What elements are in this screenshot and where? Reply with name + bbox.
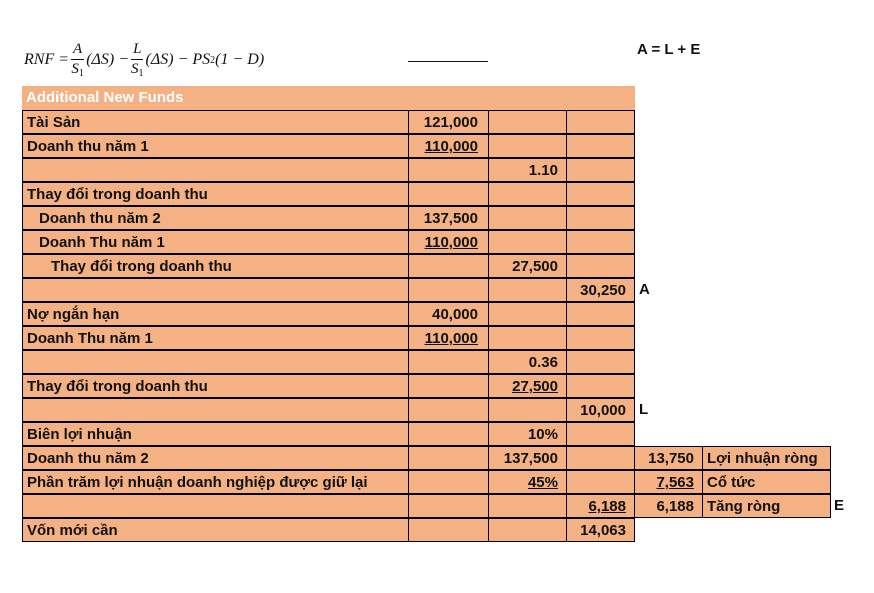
value-cell-c3: [566, 230, 635, 254]
row-label: Doanh thu năm 2: [22, 206, 409, 230]
row-label: Phần trăm lợi nhuận doanh nghiệp được giữ lại: [22, 470, 409, 494]
fraction-numerator-a: A: [71, 42, 84, 60]
value-cell-c3: 14,063: [566, 518, 635, 542]
value-cell-c2: 10%: [488, 422, 567, 446]
value-cell-c1: [408, 494, 489, 518]
value-cell-c2: [488, 182, 567, 206]
value-cell-c1: 110,000: [408, 326, 489, 350]
formula-delta-s-1: (ΔS) −: [86, 51, 130, 68]
row-label: [22, 494, 409, 518]
value-cell-c2: 45%: [488, 470, 567, 494]
value-cell-c2: [488, 278, 567, 302]
description-cell: Lợi nhuận ròng: [702, 446, 831, 470]
value-cell-c3: [566, 134, 635, 158]
side-marker: E: [834, 497, 845, 514]
value-cell-c1: 40,000: [408, 302, 489, 326]
value-cell-c2: 27,500: [488, 254, 567, 278]
value-cell-c4: 6,188: [634, 494, 703, 518]
value-cell-c2: [488, 110, 567, 134]
value-cell-c2: 137,500: [488, 446, 567, 470]
value-cell-c2: [488, 494, 567, 518]
value-cell-c1: [408, 254, 489, 278]
value-cell-c1: [408, 422, 489, 446]
value-cell-c3: [566, 158, 635, 182]
fraction-numerator-l: L: [131, 42, 143, 60]
blank-line: [408, 61, 488, 62]
row-label: Doanh Thu năm 1: [22, 326, 409, 350]
value-cell-c1: 137,500: [408, 206, 489, 230]
value-cell-c3: [566, 254, 635, 278]
rnf-formula: [24, 38, 264, 82]
fraction-l-over-s1: [131, 42, 144, 79]
value-cell-c3: [566, 110, 635, 134]
value-cell-c3: [566, 206, 635, 230]
row-label: Biên lợi nhuận: [22, 422, 409, 446]
value-cell-c2: 27,500: [488, 374, 567, 398]
value-cell-c1: [408, 446, 489, 470]
row-label: Thay đổi trong doanh thu: [22, 254, 409, 278]
fraction-a-over-s1: [71, 42, 84, 79]
value-cell-c2: [488, 398, 567, 422]
value-cell-c3: [566, 470, 635, 494]
value-cell-c4: 7,563: [634, 470, 703, 494]
value-cell-c2: [488, 302, 567, 326]
value-cell-c2: [488, 326, 567, 350]
row-label: Nợ ngắn hạn: [22, 302, 409, 326]
value-cell-c2: 1.10: [488, 158, 567, 182]
row-label: [22, 350, 409, 374]
value-cell-c1: [408, 350, 489, 374]
value-cell-c2: [488, 206, 567, 230]
side-marker: L: [639, 401, 649, 418]
description-cell: Tăng ròng: [702, 494, 831, 518]
value-cell-c3: [566, 350, 635, 374]
value-cell-c3: 30,250: [566, 278, 635, 302]
value-cell-c1: [408, 182, 489, 206]
value-cell-c2: 0.36: [488, 350, 567, 374]
row-label: Tài Sản: [22, 110, 409, 134]
value-cell-c1: [408, 398, 489, 422]
value-cell-c3: [566, 446, 635, 470]
side-marker: A: [639, 281, 650, 298]
row-label: Doanh thu năm 1: [22, 134, 409, 158]
value-cell-c3: 10,000: [566, 398, 635, 422]
value-cell-c1: 110,000: [408, 134, 489, 158]
row-label: Thay đổi trong doanh thu: [22, 374, 409, 398]
row-label: Vốn mới cần: [22, 518, 409, 542]
value-cell-c3: [566, 302, 635, 326]
value-cell-c2: [488, 134, 567, 158]
value-cell-c1: [408, 518, 489, 542]
row-label: [22, 398, 409, 422]
value-cell-c1: [408, 158, 489, 182]
value-cell-c4: 13,750: [634, 446, 703, 470]
value-cell-c2: [488, 518, 567, 542]
value-cell-c3: [566, 422, 635, 446]
row-label: [22, 278, 409, 302]
value-cell-c1: 110,000: [408, 230, 489, 254]
formula-delta-s-2: (ΔS) − PS: [145, 51, 211, 68]
value-cell-c1: 121,000: [408, 110, 489, 134]
row-label: Thay đổi trong doanh thu: [22, 182, 409, 206]
table-header: Additional New Funds: [22, 86, 635, 110]
value-cell-c1: [408, 470, 489, 494]
value-cell-c3: 6,188: [566, 494, 635, 518]
value-cell-c3: [566, 182, 635, 206]
value-cell-c3: [566, 326, 635, 350]
value-cell-c3: [566, 374, 635, 398]
fraction-denominator-s1: $S_1$: [71, 60, 84, 79]
formula-tail: (1 − D): [215, 51, 265, 68]
identity-a-equals-l-plus-e: A = L + E: [637, 41, 701, 58]
value-cell-c1: [408, 374, 489, 398]
description-cell: Cổ tức: [702, 470, 831, 494]
row-label: Doanh thu năm 2: [22, 446, 409, 470]
value-cell-c1: [408, 278, 489, 302]
row-label: [22, 158, 409, 182]
row-label: Doanh Thu năm 1: [22, 230, 409, 254]
fraction-denominator-s1-2: $S_1$: [131, 60, 144, 79]
value-cell-c2: [488, 230, 567, 254]
formula-ps-subscript: 2: [210, 54, 216, 66]
formula-lhs: RNF =: [24, 51, 70, 68]
